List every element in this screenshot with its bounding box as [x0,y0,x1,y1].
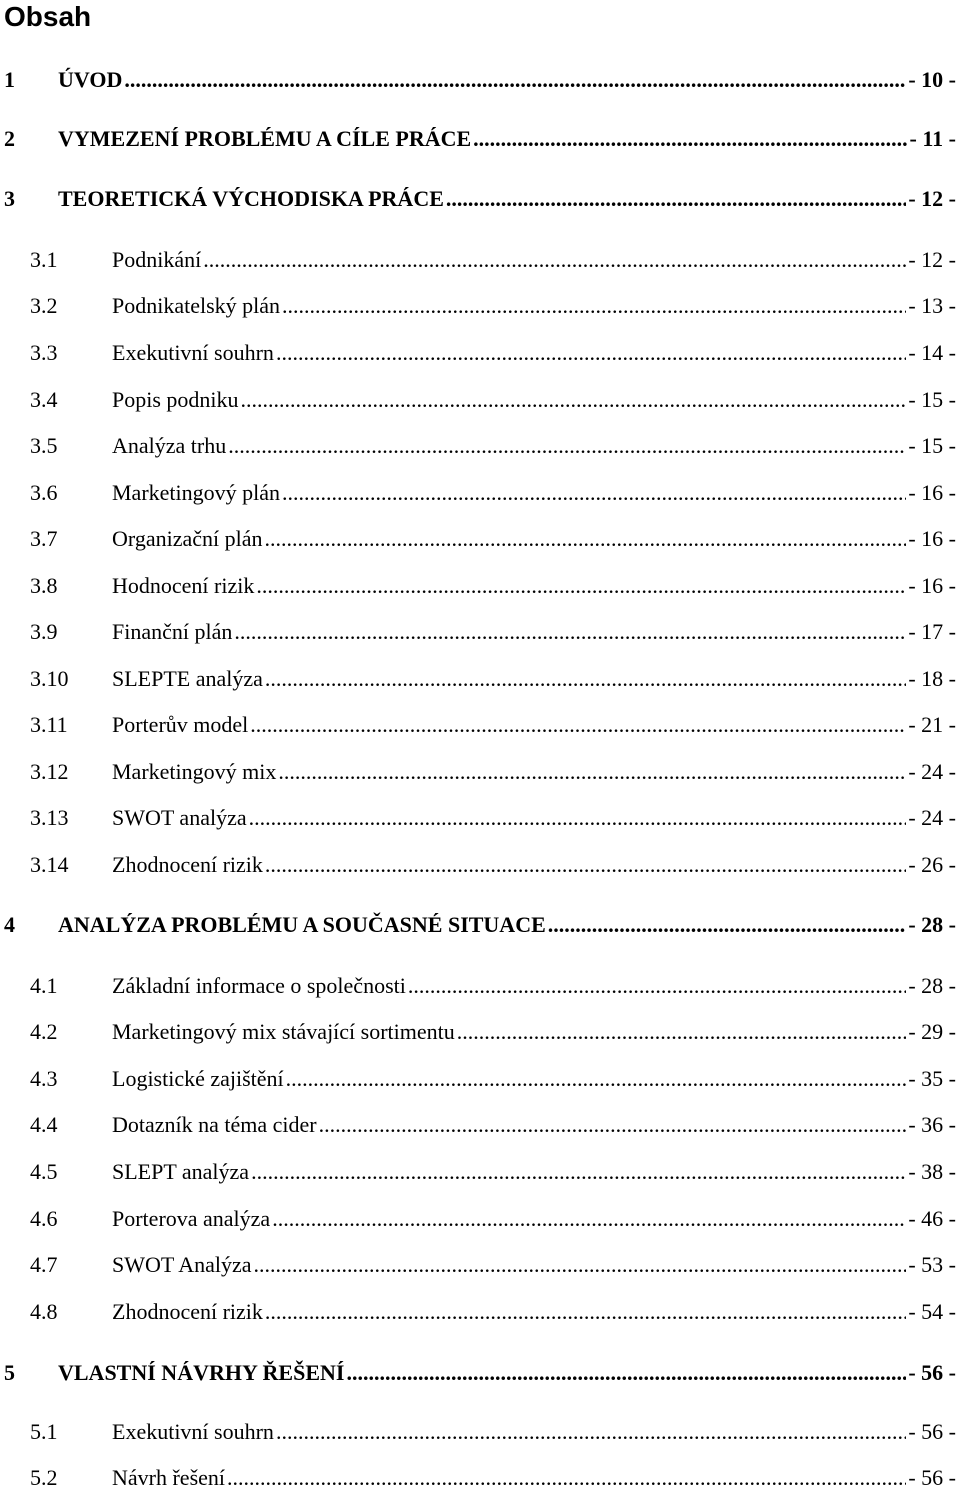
toc-entry-page: - 24 - [908,805,956,830]
toc-entry-page: - 28 - [908,912,956,937]
toc-entry-number: 3.7 [30,526,58,551]
toc-entry-page: - 10 - [908,67,956,92]
toc-entry-title: Exekutivní souhrn [112,340,274,365]
toc-entry[interactable] [0,1063,960,1095]
toc-entry-title: VLASTNÍ NÁVRHY ŘEŠENÍ [58,1360,345,1385]
toc-entry-number: 3.2 [30,293,58,318]
dot-leader [272,1206,906,1232]
toc-entry-page: - 36 - [908,1112,956,1137]
dot-leader [265,852,906,878]
toc-entry[interactable] [0,1203,960,1235]
toc-entry-title: Marketingový mix stávající sortimentu [112,1019,455,1044]
dot-leader [276,340,906,366]
dot-leader [249,805,907,831]
toc-entry-number: 4.4 [30,1112,58,1137]
dot-leader [264,526,906,552]
toc-entry-number: 4.6 [30,1206,58,1231]
toc-entry-page: - 16 - [908,480,956,505]
toc-entry-number: 4 [4,912,15,937]
toc-entry-page: - 13 - [908,293,956,318]
dot-leader [548,912,907,938]
dot-leader [265,666,906,692]
toc-entry[interactable] [0,1109,960,1141]
dot-leader [276,1419,906,1445]
toc-entry-page: - 17 - [908,619,956,644]
toc-entry-title: Návrh řešení [112,1465,226,1490]
toc-entry-page: - 16 - [908,573,956,598]
toc-entry-number: 4.1 [30,973,58,998]
toc-entry-page: - 54 - [908,1299,956,1324]
toc-entry-title: ÚVOD [58,67,123,92]
toc-entry-title: Marketingový plán [112,480,281,505]
toc-entry-number: 1 [4,67,15,92]
toc-entry[interactable] [0,756,960,788]
toc-entry-title: Porterův model [112,712,249,737]
dot-leader [254,1252,907,1278]
toc-entry[interactable] [0,244,960,276]
dot-leader [278,759,906,785]
toc-entry-page: - 38 - [908,1159,956,1184]
toc-entry[interactable] [0,64,960,96]
toc-entry-title: Porterova analýza [112,1206,271,1231]
toc-entry-page: - 12 - [908,186,956,211]
dot-leader [282,293,906,319]
toc-entry-page: - 28 - [908,973,956,998]
toc-entry-number: 3.9 [30,619,58,644]
toc-entry[interactable] [0,1357,960,1389]
toc-entry[interactable] [0,183,960,215]
toc-entry-number: 3.11 [30,712,68,737]
toc-entry[interactable] [0,430,960,462]
toc-entry-title: Základní informace o společnosti [112,973,406,998]
toc-entry-page: - 16 - [908,526,956,551]
toc-entry[interactable] [0,123,960,155]
toc-entry[interactable] [0,570,960,602]
dot-leader [228,433,906,459]
dot-leader [251,1159,906,1185]
toc-entry-page: - 56 - [908,1465,956,1490]
dot-leader [250,712,906,738]
page-title: Obsah [4,1,92,32]
toc-entry-number: 4.7 [30,1252,58,1277]
toc-entry-page: - 29 - [908,1019,956,1044]
toc-entry[interactable] [0,616,960,648]
toc-entry-page: - 56 - [908,1419,956,1444]
toc-entry-number: 3 [4,186,15,211]
toc-entry[interactable] [0,1156,960,1188]
dot-leader [457,1019,907,1045]
dot-leader [256,573,906,599]
toc-entry-title: TEORETICKÁ VÝCHODISKA PRÁCE [58,186,444,211]
toc-entry-title: ANALÝZA PROBLÉMU A SOUČASNÉ SITUACE [58,912,546,937]
dot-leader [446,186,906,212]
toc-entry-number: 3.10 [30,666,69,691]
toc-entry-page: - 18 - [908,666,956,691]
toc-entry-page: - 35 - [908,1066,956,1091]
toc-entry-number: 3.14 [30,852,69,877]
toc-entry[interactable] [0,1416,960,1448]
toc-entry-title: Finanční plán [112,619,233,644]
dot-leader [473,126,907,152]
dot-leader [286,1066,907,1092]
toc-entry-title: Podnikání [112,247,202,272]
toc-entry-page: - 12 - [908,247,956,272]
toc-entry-title: Zhodnocení rizik [112,852,263,877]
toc-entry-page: - 15 - [908,387,956,412]
dot-leader [241,387,907,413]
dot-leader [227,1465,906,1491]
toc-entry[interactable] [0,709,960,741]
toc-entry[interactable] [0,337,960,369]
toc-entry-title: Logistické zajištění [112,1066,284,1091]
toc-entry[interactable] [0,290,960,322]
toc-entry-title: Hodnocení rizik [112,573,255,598]
toc-entry[interactable] [0,477,960,509]
toc-entry[interactable] [0,849,960,881]
toc-entry[interactable] [0,909,960,941]
toc-entry-number: 4.8 [30,1299,58,1324]
toc-entry-number: 3.4 [30,387,58,412]
toc-entry-number: 5.2 [30,1465,58,1490]
dot-leader [203,247,906,273]
toc-entry-page: - 15 - [908,433,956,458]
toc-entry[interactable] [0,970,960,1002]
toc-entry-title: Organizační plán [112,526,263,551]
toc-entry-title: Analýza trhu [112,433,227,458]
toc-entry-number: 3.3 [30,340,58,365]
dot-leader [234,619,906,645]
toc-entry-number: 3.6 [30,480,58,505]
dot-leader [346,1360,906,1386]
toc-entry-number: 3.12 [30,759,69,784]
toc-entry[interactable] [0,523,960,555]
toc-entry-title: SWOT analýza [112,805,247,830]
toc-entry-number: 2 [4,126,15,151]
toc-entry-title: Popis podniku [112,387,239,412]
toc-entry[interactable] [0,1249,960,1281]
toc-entry[interactable] [0,1462,960,1494]
toc-entry-title: Zhodnocení rizik [112,1299,263,1324]
toc-entry[interactable] [0,802,960,834]
toc-entry-number: 3.1 [30,247,58,272]
toc-entry-title: VYMEZENÍ PROBLÉMU A CÍLE PRÁCE [58,126,472,151]
dot-leader [319,1112,907,1138]
toc-entry-number: 3.13 [30,805,69,830]
toc-entry-page: - 56 - [908,1360,956,1385]
toc-entry-number: 3.5 [30,433,58,458]
dot-leader [265,1299,906,1325]
toc-entry-page: - 11 - [909,126,956,151]
toc-entry-title: SLEPT analýza [112,1159,250,1184]
toc-entry[interactable] [0,1296,960,1328]
toc-entry-number: 4.5 [30,1159,58,1184]
toc-entry-title: Exekutivní souhrn [112,1419,274,1444]
toc-entry-number: 5 [4,1360,15,1385]
toc-entry-number: 3.8 [30,573,58,598]
toc-entry-page: - 46 - [908,1206,956,1231]
toc-entry[interactable] [0,384,960,416]
toc-entry[interactable] [0,1016,960,1048]
toc-entry-page: - 24 - [908,759,956,784]
toc-entry[interactable] [0,663,960,695]
dot-leader [282,480,906,506]
toc-entry-title: Marketingový mix [112,759,277,784]
toc-entry-number: 5.1 [30,1419,58,1444]
dot-leader [408,973,906,999]
toc-entry-page: - 14 - [908,340,956,365]
toc-entry-page: - 21 - [908,712,956,737]
toc-entry-title: Dotazník na téma cider [112,1112,317,1137]
toc-entry-title: Podnikatelský plán [112,293,281,318]
toc-entry-number: 4.3 [30,1066,58,1091]
toc-entry-title: SLEPTE analýza [112,666,263,691]
toc-entry-number: 4.2 [30,1019,58,1044]
toc-entry-page: - 26 - [908,852,956,877]
dot-leader [124,67,906,93]
toc-entry-title: SWOT Analýza [112,1252,252,1277]
toc-entry-page: - 53 - [908,1252,956,1277]
